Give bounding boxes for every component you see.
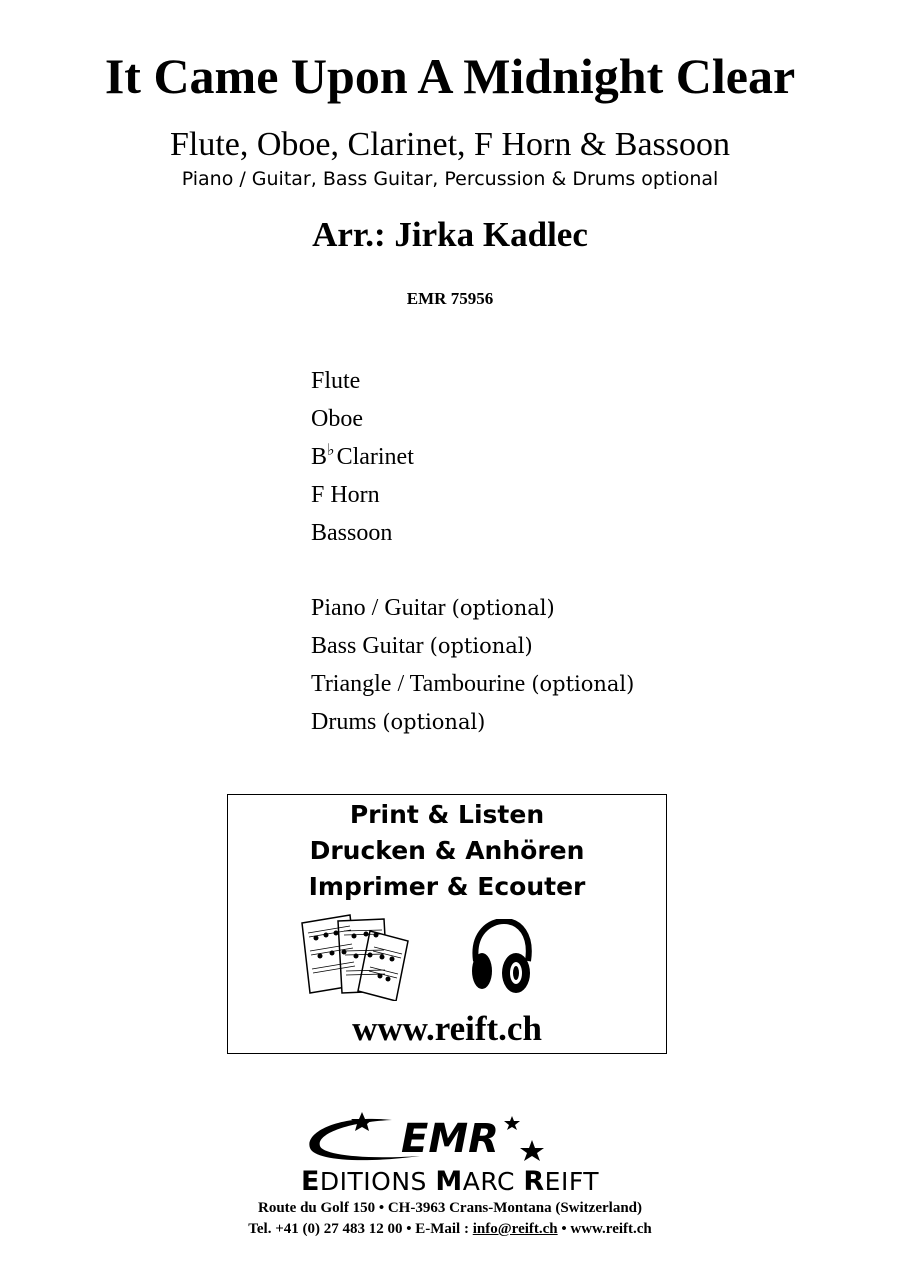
- publisher-name-arc: ARC: [462, 1167, 524, 1196]
- instrumentation-subtitle: Flute, Oboe, Clarinet, F Horn & Bassoon: [169, 126, 731, 163]
- optional-tag: (optional): [429, 634, 533, 658]
- flat-sign: ♭: [327, 442, 335, 459]
- part-triangle-tambourine-label: Triangle / Tambourine: [311, 671, 526, 697]
- part-triangle-tambourine: [311, 665, 634, 703]
- part-bass-guitar-label: Bass Guitar: [311, 633, 424, 659]
- publisher-name-ditions: DITIONS: [319, 1167, 436, 1196]
- promo-line-german: Drucken & Anhören: [309, 836, 585, 865]
- part-drums: [311, 703, 634, 741]
- email-link[interactable]: info@reift.ch: [472, 1221, 558, 1237]
- publisher-contact: [0, 1219, 900, 1239]
- promo-line-english: Print & Listen: [349, 800, 545, 829]
- website-label: • www.reift.ch: [557, 1221, 652, 1237]
- sheet-music-icon: [298, 913, 418, 1001]
- publisher-name-m: M: [435, 1166, 463, 1197]
- publisher-name-eift: EIFT: [544, 1167, 600, 1196]
- headphones-icon: [466, 919, 536, 995]
- emr-logo-icon: [300, 1108, 600, 1168]
- instrument-flute: Flute: [311, 368, 361, 394]
- instrument-oboe: Oboe: [311, 406, 363, 432]
- phone-label: Tel. +41 (0) 27 483 12 00 • E-Mail :: [248, 1221, 473, 1237]
- instrument-bassoon: Bassoon: [311, 520, 393, 546]
- optional-tag: (optional): [451, 596, 555, 620]
- instrument-list: [311, 362, 634, 741]
- catalog-number: EMR 75956: [406, 289, 494, 308]
- publisher-name-e: E: [300, 1166, 320, 1197]
- instrument-horn: F Horn: [311, 482, 380, 508]
- clarinet-name: Clarinet: [336, 444, 414, 470]
- page-title: It Came Upon A Midnight Clear: [104, 48, 796, 104]
- arranger: Arr.: Jirka Kadlec: [312, 215, 588, 254]
- part-piano-guitar-label: Piano / Guitar: [311, 595, 446, 621]
- promo-line-french: Imprimer & Ecouter: [308, 872, 586, 901]
- part-bass-guitar: [311, 627, 634, 665]
- publisher-address: Route du Golf 150 • CH-3963 Crans-Montana (Switzerland): [258, 1200, 642, 1216]
- promo-website-link[interactable]: www.reift.ch: [352, 1009, 542, 1048]
- part-drums-label: Drums: [311, 709, 377, 735]
- clarinet-key: B: [311, 444, 328, 470]
- print-listen-box: [227, 794, 667, 1054]
- optional-tag: (optional): [531, 672, 635, 696]
- logo-emr-text: EMR: [401, 1116, 499, 1162]
- optional-instruments-line: Piano / Guitar, Bass Guitar, Percussion & Drums optional: [181, 168, 719, 190]
- publisher-name: [0, 1167, 900, 1197]
- instrument-clarinet: [311, 438, 634, 476]
- part-piano-guitar: [311, 589, 634, 627]
- publisher-name-r: R: [523, 1166, 545, 1197]
- optional-tag: (optional): [382, 710, 486, 734]
